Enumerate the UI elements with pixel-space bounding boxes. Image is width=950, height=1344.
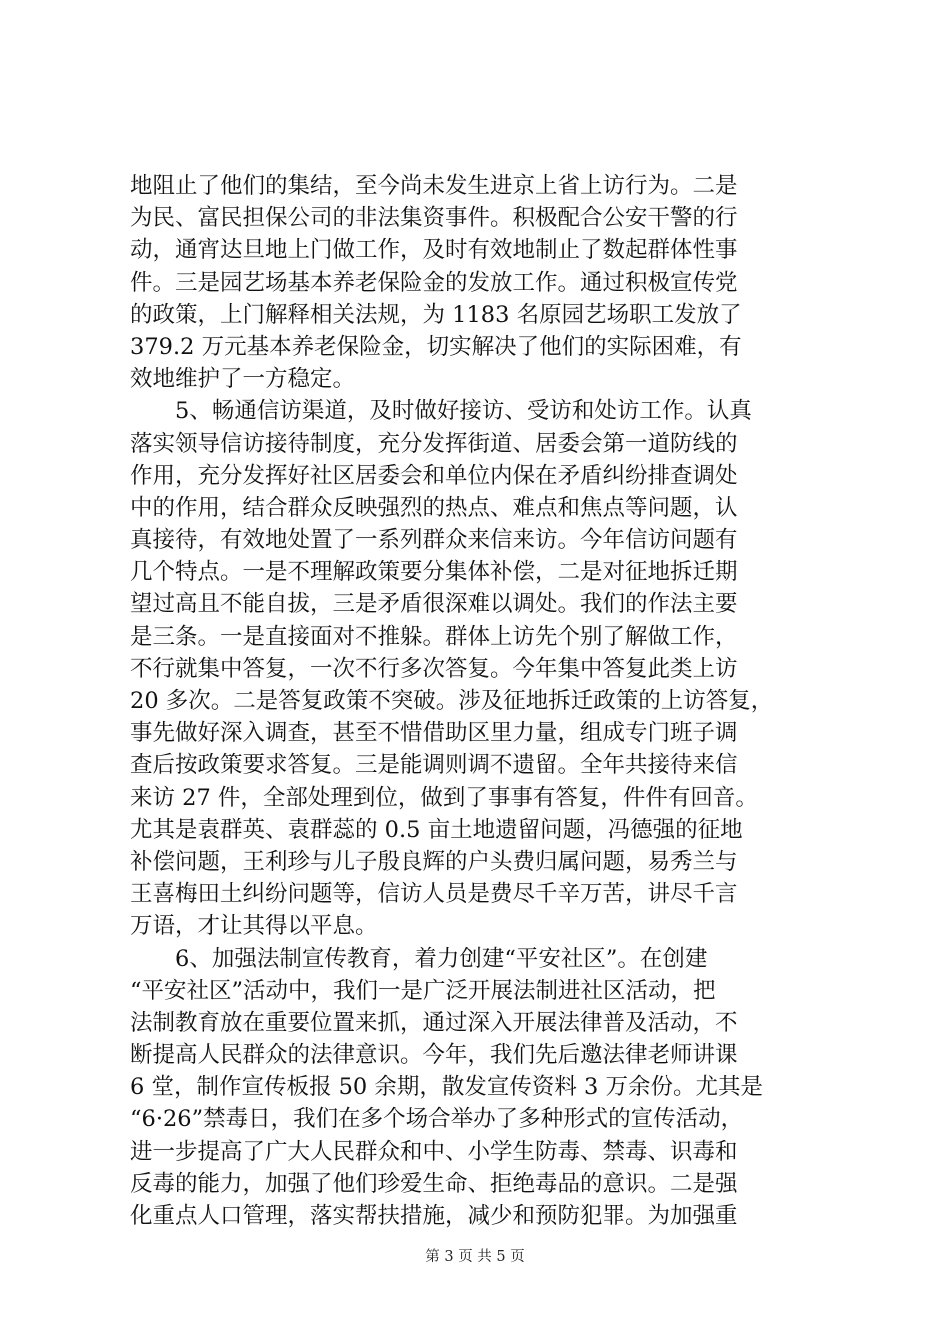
text-line: 查后按政策要求答复。三是能调则调不遗留。全年共接待来信 — [130, 752, 738, 779]
text-line: 6、加强法制宣传教育，着力创建“平安社区”。在创建 — [130, 945, 708, 972]
text-line: 事先做好深入调查，甚至不惜借助区里力量，组成专门班子调 — [130, 720, 738, 747]
text-line: 几个特点。一是不理解政策要分集体补偿，二是对征地拆迁期 — [130, 559, 738, 586]
text-line: 379.2 万元基本养老保险金，切实解决了他们的实际困难，有 — [130, 333, 742, 360]
text-line: 中的作用，结合群众反映强烈的热点、难点和焦点等问题，认 — [130, 494, 738, 521]
page-footer: 第 3 页 共 5 页 — [425, 1249, 525, 1265]
text-line: 尤其是袁群英、袁群蕊的 0.5 亩土地遗留问题，冯德强的征地 — [130, 816, 743, 843]
text-line: 补偿问题，王利珍与儿子殷良辉的户头费归属问题，易秀兰与 — [130, 848, 738, 875]
text-line: 法制教育放在重要位置来抓，通过深入开展法律普及活动，不 — [130, 1009, 738, 1036]
text-line: 进一步提高了广大人民群众和中、小学生防毒、禁毒、识毒和 — [130, 1138, 738, 1165]
text-line: “平安社区”活动中，我们一是广泛开展法制进社区活动，把 — [130, 977, 716, 1004]
text-line: 是三条。一是直接面对不推躲。群体上访先个别了解做工作， — [130, 623, 738, 650]
text-line: 化重点人口管理，落实帮扶措施，减少和预防犯罪。为加强重 — [130, 1203, 738, 1229]
text-line: 地阻止了他们的集结，至今尚未发生进京上省上访行为。二是 — [130, 173, 738, 199]
text-line: 来访 27 件，全部处理到位，做到了事事有答复，件件有回音。 — [130, 784, 758, 811]
text-line: 为民、富民担保公司的非法集资事件。积极配合公安干警的行 — [130, 205, 738, 232]
text-line: 效地维护了一方稳定。 — [130, 366, 356, 393]
text-line: 反毒的能力，加强了他们珍爱生命、拒绝毒品的意识。二是强 — [130, 1170, 738, 1197]
text-line: 5、畅通信访渠道，及时做好接访、受访和处访工作。认真 — [130, 398, 752, 425]
text-line: 断提高人民群众的法律意识。今年，我们先后邀法律老师讲课 — [130, 1042, 738, 1069]
text-line: 望过高且不能自拔，三是矛盾很深难以调处。我们的作法主要 — [130, 591, 738, 618]
text-line: 动，通宵达旦地上门做工作，及时有效地制止了数起群体性事 — [130, 237, 738, 264]
text-line: 作用，充分发挥好社区居委会和单位内保在矛盾纠纷排查调处 — [130, 462, 738, 489]
text-line: “6·26”禁毒日，我们在多个场合举办了多种形式的宣传活动， — [130, 1106, 744, 1133]
text-line: 的政策，上门解释相关法规，为 1183 名原园艺场职工发放了 — [130, 301, 742, 328]
text-line: 落实领导信访接待制度，充分发挥街道、居委会第一道防线的 — [130, 430, 738, 457]
text-line: 万语，才让其得以平息。 — [130, 913, 378, 940]
text-line: 件。三是园艺场基本养老保险金的发放工作。通过积极宣传党 — [130, 269, 738, 296]
text-line: 不行就集中答复，一次不行多次答复。今年集中答复此类上访 — [130, 655, 738, 682]
text-line: 6 堂，制作宣传板报 50 余期，散发宣传资料 3 万余份。尤其是 — [130, 1074, 764, 1101]
text-line: 王喜梅田土纠纷问题等，信访人员是费尽千辛万苦，讲尽千言 — [130, 881, 738, 908]
text-line: 真接待，有效地处置了一系列群众来信来访。今年信访问题有 — [130, 527, 738, 554]
body-text — [130, 170, 830, 1232]
text-line: 20 多次。二是答复政策不突破。涉及征地拆迁政策的上访答复， — [130, 688, 774, 714]
